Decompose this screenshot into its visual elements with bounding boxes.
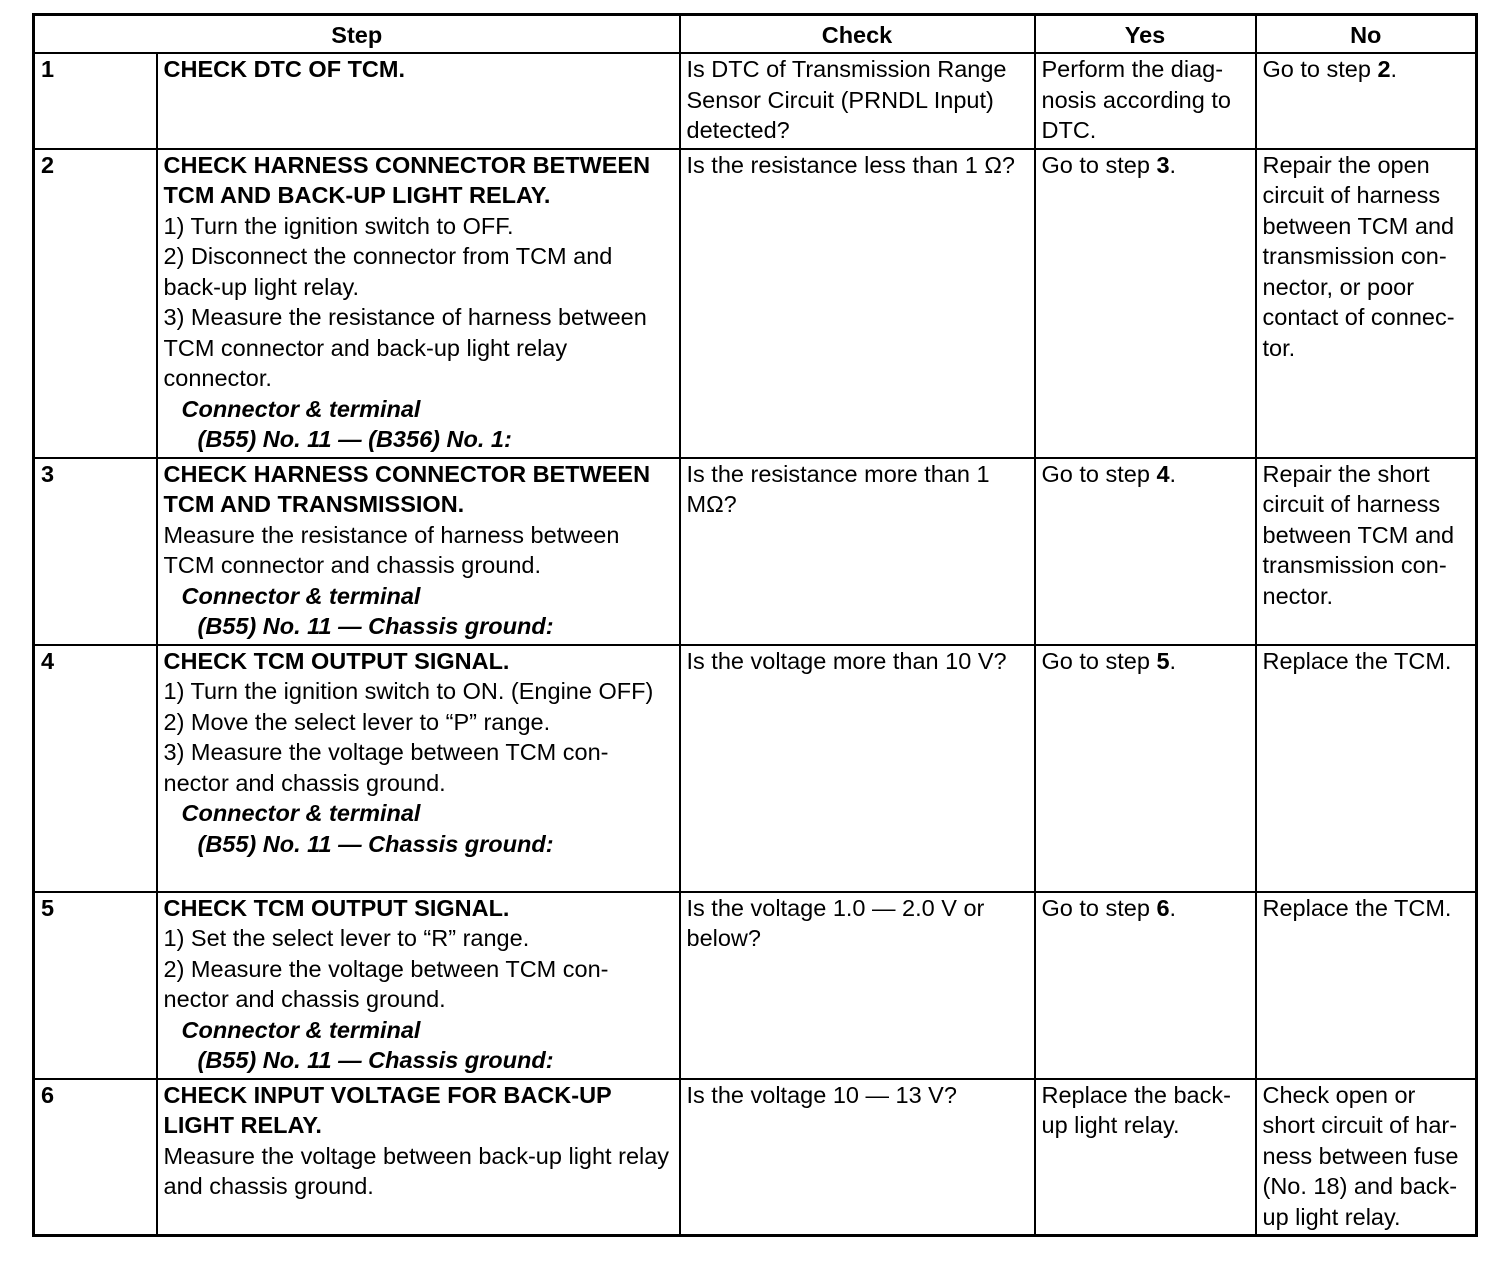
yes-step-ref: 6 bbox=[1156, 894, 1170, 921]
diagnostic-table bbox=[32, 13, 1478, 1237]
step-instruction-line: 2) Disconnect the connector from TCM and back-up light relay. bbox=[163, 243, 613, 300]
connector-terminal-value: (B55) No. 11 — Chassis ground: bbox=[197, 830, 554, 857]
step-title: CHECK TCM OUTPUT SIGNAL. bbox=[163, 894, 510, 921]
yes-text: Perform the diag-nosis according to DTC. bbox=[1041, 56, 1231, 143]
no-cell bbox=[1256, 892, 1477, 1079]
table-row bbox=[34, 149, 1477, 458]
step-number: 1 bbox=[34, 53, 157, 149]
yes-cell bbox=[1035, 892, 1256, 1079]
header-check: Check bbox=[680, 15, 1035, 54]
yes-tail: . bbox=[1169, 894, 1177, 921]
yes-step-ref: 4 bbox=[1156, 460, 1170, 487]
no-tail: . bbox=[1390, 56, 1398, 82]
connector-terminal-label: Connector & terminal bbox=[181, 1016, 421, 1043]
table-row bbox=[34, 892, 1477, 1079]
no-text: Replace the TCM. bbox=[1262, 894, 1452, 921]
yes-tail: . bbox=[1169, 460, 1177, 487]
table-row bbox=[34, 53, 1477, 149]
step-number: 4 bbox=[34, 645, 157, 892]
connector-terminal-label: Connector & terminal bbox=[181, 582, 421, 609]
step-cell bbox=[157, 53, 680, 149]
no-text: Replace the TCM. bbox=[1262, 647, 1452, 674]
no-text: Repair the short circuit of harness between TCM and transmission con-nector. bbox=[1262, 460, 1455, 609]
step-number: 3 bbox=[34, 458, 157, 645]
no-cell bbox=[1256, 1079, 1477, 1236]
yes-text: Go to step bbox=[1041, 460, 1157, 487]
step-title: CHECK TCM OUTPUT SIGNAL. bbox=[163, 647, 510, 674]
connector-terminal-label: Connector & terminal bbox=[181, 395, 421, 422]
header-yes: Yes bbox=[1035, 15, 1256, 54]
check-cell: Is the voltage 10 — 13 V? bbox=[680, 1079, 1035, 1236]
yes-text: Go to step bbox=[1041, 151, 1157, 178]
step-instructions bbox=[164, 923, 674, 1015]
yes-tail: . bbox=[1169, 647, 1177, 674]
yes-step-ref: 3 bbox=[1156, 151, 1170, 178]
yes-text: Go to step bbox=[1041, 647, 1157, 674]
yes-cell bbox=[1035, 1079, 1256, 1236]
check-cell: Is DTC of Transmission Range Sensor Circuit (PRNDL Input) detected? bbox=[680, 53, 1035, 149]
step-cell bbox=[157, 892, 680, 1079]
no-text: Check open or short circuit of har-ness between fuse (No. 18) and back-up light relay. bbox=[1262, 1081, 1459, 1230]
no-cell bbox=[1256, 149, 1477, 458]
step-cell bbox=[157, 1079, 680, 1236]
table-row bbox=[34, 458, 1477, 645]
step-instruction-line: 1) Set the select lever to “R” range. bbox=[163, 925, 530, 951]
step-cell bbox=[157, 645, 680, 892]
yes-tail: . bbox=[1169, 151, 1177, 178]
table-row bbox=[34, 1079, 1477, 1236]
table-row bbox=[34, 645, 1477, 892]
yes-cell bbox=[1035, 53, 1256, 149]
step-instruction-line: Measure the resistance of harness between TCM connector and chassis ground. bbox=[163, 521, 620, 578]
step-instructions bbox=[164, 676, 674, 798]
step-number: 2 bbox=[34, 149, 157, 458]
step-number: 5 bbox=[34, 892, 157, 1079]
step-instruction-line: 3) Measure the voltage between TCM con-nector and chassis ground. bbox=[163, 739, 609, 796]
connector-terminal-label: Connector & terminal bbox=[181, 800, 421, 826]
step-instructions bbox=[164, 520, 674, 581]
check-cell: Is the voltage more than 10 V? bbox=[680, 645, 1035, 892]
header-step: Step bbox=[34, 15, 680, 54]
check-cell: Is the resistance more than 1 MΩ? bbox=[680, 458, 1035, 645]
step-title: CHECK HARNESS CONNECTOR BETWEEN TCM AND BACK-UP LIGHT RELAY. bbox=[163, 151, 651, 208]
no-text: Repair the open circuit of harness between TCM and transmission con-nector, or poor contact of connec-tor. bbox=[1262, 151, 1455, 361]
yes-step-ref: 5 bbox=[1156, 647, 1170, 674]
step-instruction-line: 3) Measure the resistance of harness between TCM connector and back-up light relay connector. bbox=[163, 304, 647, 391]
connector-terminal-value: (B55) No. 11 — (B356) No. 1: bbox=[197, 426, 512, 452]
step-instruction-line: 2) Move the select lever to “P” range. bbox=[163, 708, 551, 735]
step-title: CHECK HARNESS CONNECTOR BETWEEN TCM AND TRANSMISSION. bbox=[163, 460, 651, 517]
check-cell: Is the resistance less than 1 Ω? bbox=[680, 149, 1035, 458]
header-no: No bbox=[1256, 15, 1477, 54]
yes-cell bbox=[1035, 149, 1256, 458]
step-cell bbox=[157, 149, 680, 458]
connector-terminal-value: (B55) No. 11 — Chassis ground: bbox=[197, 613, 554, 639]
yes-text: Go to step bbox=[1041, 894, 1157, 921]
no-cell bbox=[1256, 458, 1477, 645]
step-number: 6 bbox=[34, 1079, 157, 1236]
connector-terminal-value: (B55) No. 11 — Chassis ground: bbox=[197, 1047, 554, 1073]
step-instruction-line: 1) Turn the ignition switch to ON. (Engine OFF) bbox=[163, 678, 654, 704]
table-header-row bbox=[34, 15, 1477, 54]
no-cell bbox=[1256, 53, 1477, 149]
yes-cell bbox=[1035, 645, 1256, 892]
check-cell: Is the voltage 1.0 — 2.0 V or below? bbox=[680, 892, 1035, 1079]
yes-text: Replace the back-up light relay. bbox=[1041, 1081, 1231, 1138]
no-text: Go to step bbox=[1262, 56, 1378, 82]
step-instruction-line: 2) Measure the voltage between TCM con-nector and chassis ground. bbox=[163, 955, 609, 1012]
step-instructions bbox=[164, 211, 674, 394]
step-title: CHECK INPUT VOLTAGE FOR BACK-UP LIGHT RELAY. bbox=[163, 1081, 612, 1138]
step-cell bbox=[157, 458, 680, 645]
yes-cell bbox=[1035, 458, 1256, 645]
step-instructions bbox=[164, 1141, 674, 1202]
no-step-ref: 2 bbox=[1377, 56, 1391, 82]
step-instruction-line: 1) Turn the ignition switch to OFF. bbox=[163, 212, 514, 239]
step-title: CHECK DTC OF TCM. bbox=[163, 56, 406, 82]
step-instruction-line: Measure the voltage between back-up light relay and chassis ground. bbox=[163, 1142, 670, 1199]
no-cell bbox=[1256, 645, 1477, 892]
